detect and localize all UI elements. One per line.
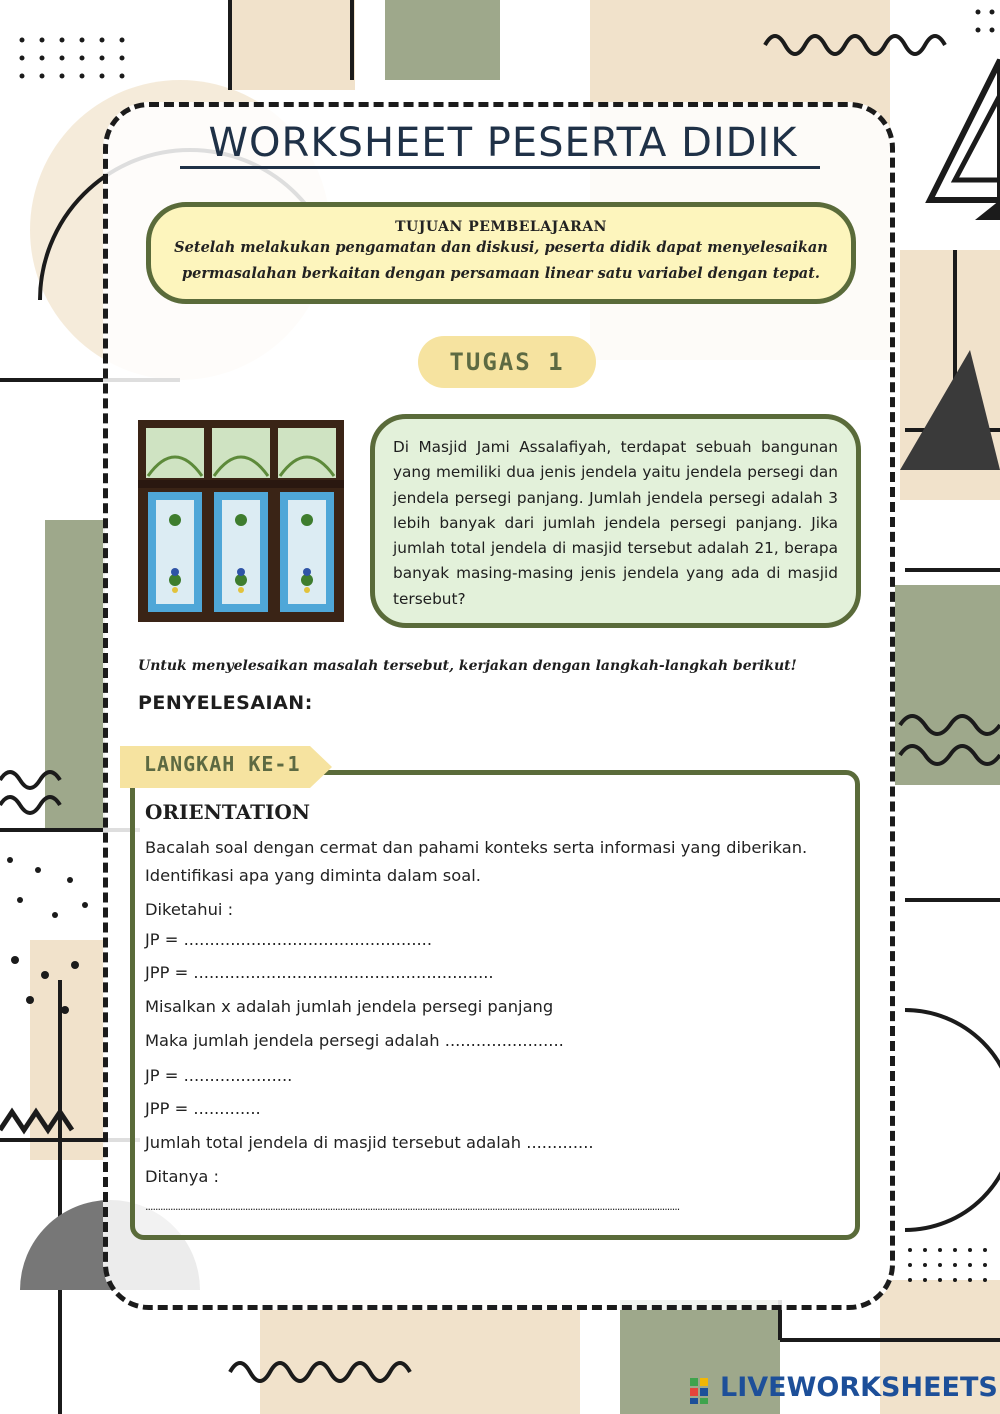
jpp-answer-field-2[interactable]: JPP = .............	[145, 1099, 261, 1118]
let-x-text: Misalkan x adalah jumlah jendela persegi panjang	[145, 997, 554, 1016]
page-title: WORKSHEET PESERTA DIDIK	[208, 120, 798, 166]
total-answer-field[interactable]: Jumlah total jendela di masjid tersebut adalah .............	[145, 1133, 594, 1152]
stained-glass-window-image	[138, 420, 344, 622]
solution-heading: PENYELESAIAN:	[138, 692, 313, 714]
learning-goal-box	[146, 202, 856, 304]
problem-story-box: Di Masjid Jami Assalafiyah, terdapat sebuah bangunan yang memiliki dua jenis jendela yaitu jendela persegi dan jendela persegi panjang. Jumlah jendela persegi adalah 3 lebih banyak dari jumlah jendela persegi panjang. Jika jumlah total jendela di masjid tersebut adalah 21, berapa banyak masing-masing jenis jendela yang ada di masjid tersebut?	[370, 414, 861, 628]
intro-line-1: Bacalah soal dengan cermat dan pahami konteks serta informasi yang diberikan.	[145, 838, 808, 857]
jpp-answer-field-1[interactable]: JPP = ..........................................................	[145, 963, 494, 982]
known-label: Diketahui :	[145, 900, 234, 919]
asked-answer-field[interactable]: ......................................................................................................................................................................................................................	[145, 1200, 680, 1213]
square-count-answer-field[interactable]: Maka jumlah jendela persegi adalah .......................	[145, 1031, 564, 1050]
learning-goal-text: Setelah melakukan pengamatan dan diskusi, peserta didik dapat menyelesaikan permasalahan berkaitan dengan persamaan linear satu variabel dengan tepat.	[174, 239, 828, 282]
step-heading: ORIENTATION	[145, 800, 311, 824]
intro-line-2: Identifikasi apa yang diminta dalam soal.	[145, 866, 481, 885]
brand-name: LIVEWORKSHEETS	[720, 1372, 998, 1403]
jp-answer-field-1[interactable]: JP = ................................................	[145, 930, 433, 949]
learning-goal-title: TUJUAN PEMBELAJARAN	[395, 219, 607, 235]
instruction-text: Untuk menyelesaikan masalah tersebut, kerjakan dengan langkah-langkah berikut!	[138, 658, 797, 674]
task-label: TUGAS 1	[418, 336, 596, 388]
title-underline	[180, 166, 820, 169]
liveworksheets-logo-icon	[690, 1374, 718, 1406]
jp-answer-field-2[interactable]: JP = .....................	[145, 1066, 293, 1085]
step-tag-label: LANGKAH KE-1	[144, 752, 301, 776]
asked-label: Ditanya :	[145, 1167, 220, 1186]
